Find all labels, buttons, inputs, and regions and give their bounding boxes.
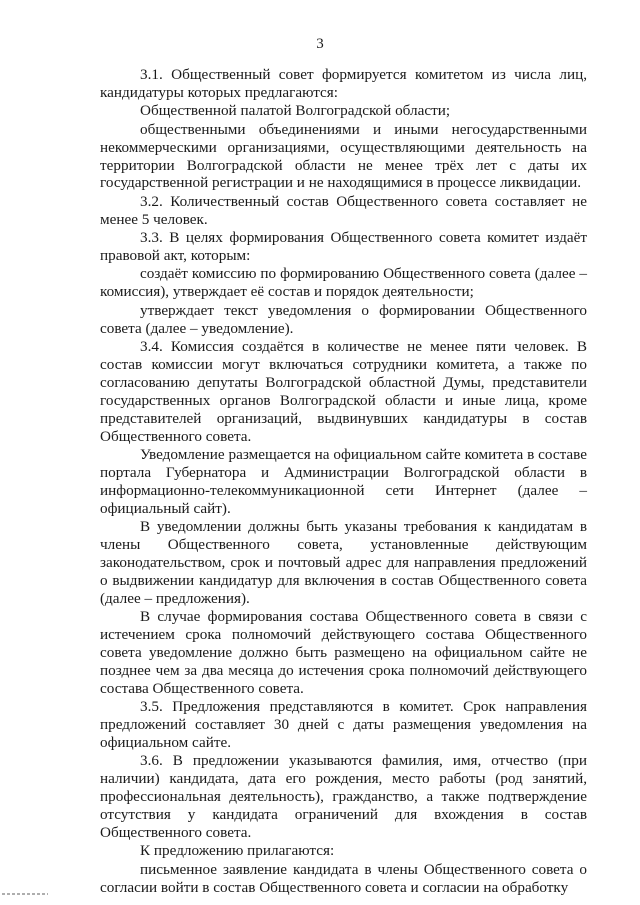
paragraph-create-commission: создаёт комиссию по формированию Общественного совета (далее – комиссия), утверждает её состав и порядок деятельности; [100,265,587,301]
paragraph-3-5: 3.5. Предложения представляются в комитет. Срок направления предложений составляет 30 дней с даты размещения уведомления на официальном сайте. [100,698,587,752]
scan-artifact-mark [2,893,48,895]
paragraph-3-2: 3.2. Количественный состав Общественного совета составляет не менее 5 человек. [100,192,587,228]
paragraph-public-chamber: Общественной палатой Волгоградской области; [140,102,451,120]
paragraph-notice-requirements: В уведомлении должны быть указаны требования к кандидатам в члены Общественного совета, установленные действующим законодательством, срок и почтовый адрес для направления предложений о выдвижении кандидатур для включения в состав Общественного совета (далее – предложения). [100,518,587,607]
paragraph-public-associations: общественными объединениями и иными негосударственными некоммерческими организациями, осуществляющими деятельность на территории Волгоградской области не менее трёх лет с даты их государственной регистрации и не находящимися в процессе ликвидации. [100,120,587,192]
document-body [100,66,587,897]
page-number: 3 [316,36,324,52]
paragraph-approve-notice: утверждает текст уведомления о формировании Общественного совета (далее – уведомление). [100,301,587,337]
paragraph-3-4: 3.4. Комиссия создаётся в количестве не менее пяти человек. В состав комиссии могут включаться сотрудники комитета, а также по согласованию депутаты Волгоградской областной Думы, представители государственных органов Волгоградской области и иные лица, кроме представителей организаций, выдвинувших кандидатуры в состав Общественного совета. [100,338,587,445]
paragraph-notice-publication: Уведомление размещается на официальном сайте комитета в составе портала Губернатора и Администрации Волгоградской области в информационно-телекоммуникационной сети Интернет (далее – официальный сайт). [100,446,587,517]
paragraph-3-1: 3.1. Общественный совет формируется комитетом из числа лиц, кандидатуры которых предлагаются: [100,66,587,101]
paragraph-attachments-heading: К предложению прилагаются: [140,842,335,860]
paragraph-written-application: письменное заявление кандидата в члены Общественного совета о согласии войти в состав Общественного совета и согласии на обработку [100,860,587,896]
paragraph-term-expiration: В случае формирования состава Общественного совета в связи с истечением срока полномочий действующего состава Общественного совета уведомление должно быть размещено на официальном сайте не позднее чем за два месяца до истечения срока полномочий действующего состава Общественного совета. [100,608,587,697]
paragraph-3-6: 3.6. В предложении указываются фамилия, имя, отчество (при наличии) кандидата, дата его рождения, место работы (род занятий, профессиональная деятельность), гражданство, а также подтверждение отсутствия у кандидата ограничений для вхождения в состав Общественного совета. [100,752,587,842]
paragraph-3-3: 3.3. В целях формирования Общественного совета комитет издаёт правовой акт, которым: [100,229,587,265]
